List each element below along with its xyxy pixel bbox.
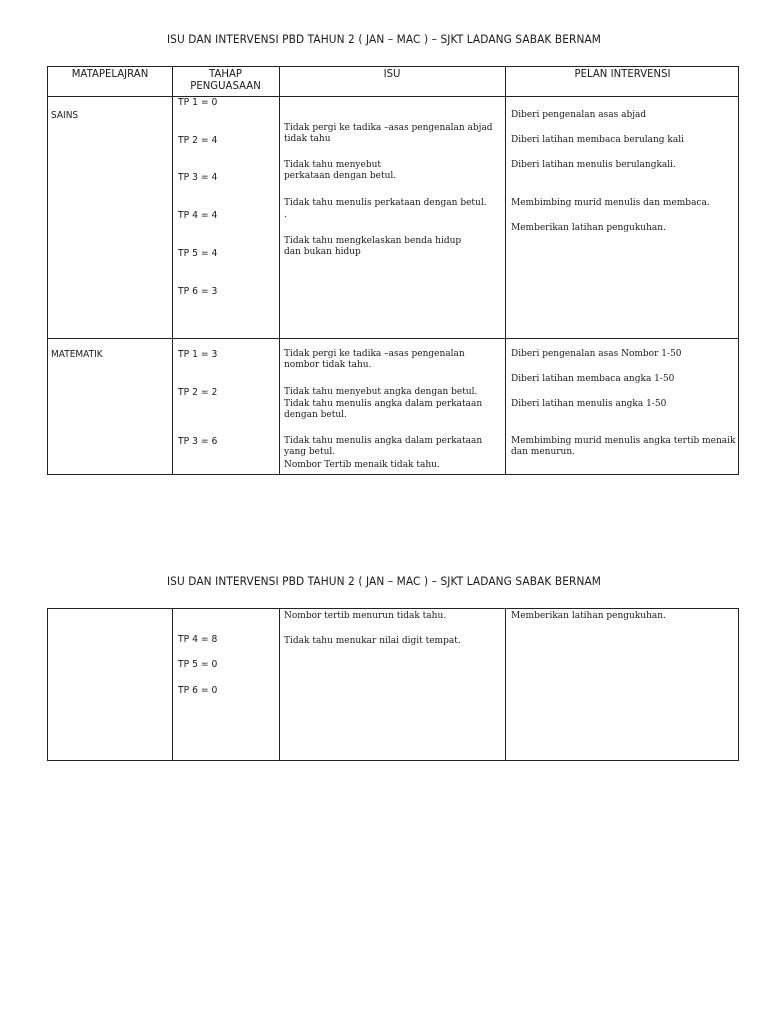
issue-text: Nombor tertib menurun tidak tahu. <box>284 611 447 621</box>
plan-text: Diberi pengenalan asas abjad <box>511 110 647 120</box>
plan-text: Membimbing murid menulis dan membaca. <box>511 198 710 208</box>
issue-text: Tidak tahu menulis angka dalam perkataan dengan betul. <box>284 399 483 420</box>
header-plan: PELAN INTERVENSI <box>574 67 671 80</box>
tp-level: TP 2 = 4 <box>178 135 218 146</box>
column-divider <box>172 609 173 760</box>
tp-level: TP 3 = 6 <box>178 436 218 447</box>
header-level <box>176 68 274 92</box>
plan-text: Memberikan latihan pengukuhan. <box>511 223 666 233</box>
row-divider <box>48 338 738 339</box>
issue-text: Nombor Tertib menaik tidak tahu. <box>284 460 440 470</box>
tp-level: TP 6 = 0 <box>178 685 218 696</box>
issue-text: Tidak tahu mengkelaskan benda hidup dan bukan hidup <box>284 236 462 257</box>
column-divider <box>505 67 506 474</box>
subject-sains: SAINS <box>51 110 79 121</box>
issue-text: Tidak pergi ke tadika –asas pengenalan abjad tidak tahu <box>284 123 493 144</box>
column-divider <box>279 609 280 760</box>
header-level-line2: PENGUASAAN <box>190 79 261 92</box>
plan-text: Diberi latihan membaca angka 1-50 <box>511 374 675 384</box>
column-divider <box>172 67 173 474</box>
tp-level: TP 3 = 4 <box>178 172 218 183</box>
issue-text: . <box>284 210 287 220</box>
tp-level: TP 2 = 2 <box>178 387 218 398</box>
tp-level: TP 5 = 0 <box>178 659 218 670</box>
tp-level: TP 4 = 8 <box>178 634 218 645</box>
issue-text: Tidak tahu menukar nilai digit tempat. <box>284 636 461 646</box>
plan-text: Membimbing murid menulis angka tertib menaik dan menurun. <box>511 436 736 457</box>
intervention-table <box>47 66 739 475</box>
plan-text: Diberi latihan membaca berulang kali <box>511 135 684 145</box>
issue-text: Tidak tahu menulis angka dalam perkataan yang betul. <box>284 436 483 457</box>
page-title: ISU DAN INTERVENSI PBD TAHUN 2 ( JAN – MAC ) – SJKT LADANG SABAK BERNAM <box>166 32 602 46</box>
plan-text: Diberi pengenalan asas Nombor 1-50 <box>511 349 682 359</box>
header-subject: MATAPELAJRAN <box>71 67 149 80</box>
subject-matematik: MATEMATIK <box>51 349 103 360</box>
tp-level: TP 5 = 4 <box>178 248 218 259</box>
header-issue: ISU <box>383 67 401 80</box>
intervention-table-continued <box>47 608 739 761</box>
issue-text: Tidak tahu menyebut perkataan dengan betul. <box>284 160 397 181</box>
tp-level: TP 1 = 0 <box>178 97 218 108</box>
tp-level: TP 1 = 3 <box>178 349 218 360</box>
plan-text: Memberikan latihan pengukuhan. <box>511 611 666 621</box>
issue-text: Tidak tahu menulis perkataan dengan betul. <box>284 198 487 208</box>
tp-level: TP 6 = 3 <box>178 286 218 297</box>
issue-text: Tidak pergi ke tadika –asas pengenalan nombor tidak tahu. <box>284 349 465 370</box>
tp-level: TP 4 = 4 <box>178 210 218 221</box>
column-divider <box>279 67 280 474</box>
plan-text: Diberi latihan menulis berulangkali. <box>511 160 676 170</box>
issue-text: Tidak tahu menyebut angka dengan betul. <box>284 387 478 397</box>
header-level-line1: TAHAP <box>209 67 242 80</box>
header-divider <box>48 96 738 97</box>
column-divider <box>505 609 506 760</box>
page-title-continued: ISU DAN INTERVENSI PBD TAHUN 2 ( JAN – MAC ) – SJKT LADANG SABAK BERNAM <box>166 574 602 588</box>
plan-text: Diberi latihan menulis angka 1-50 <box>511 399 667 409</box>
